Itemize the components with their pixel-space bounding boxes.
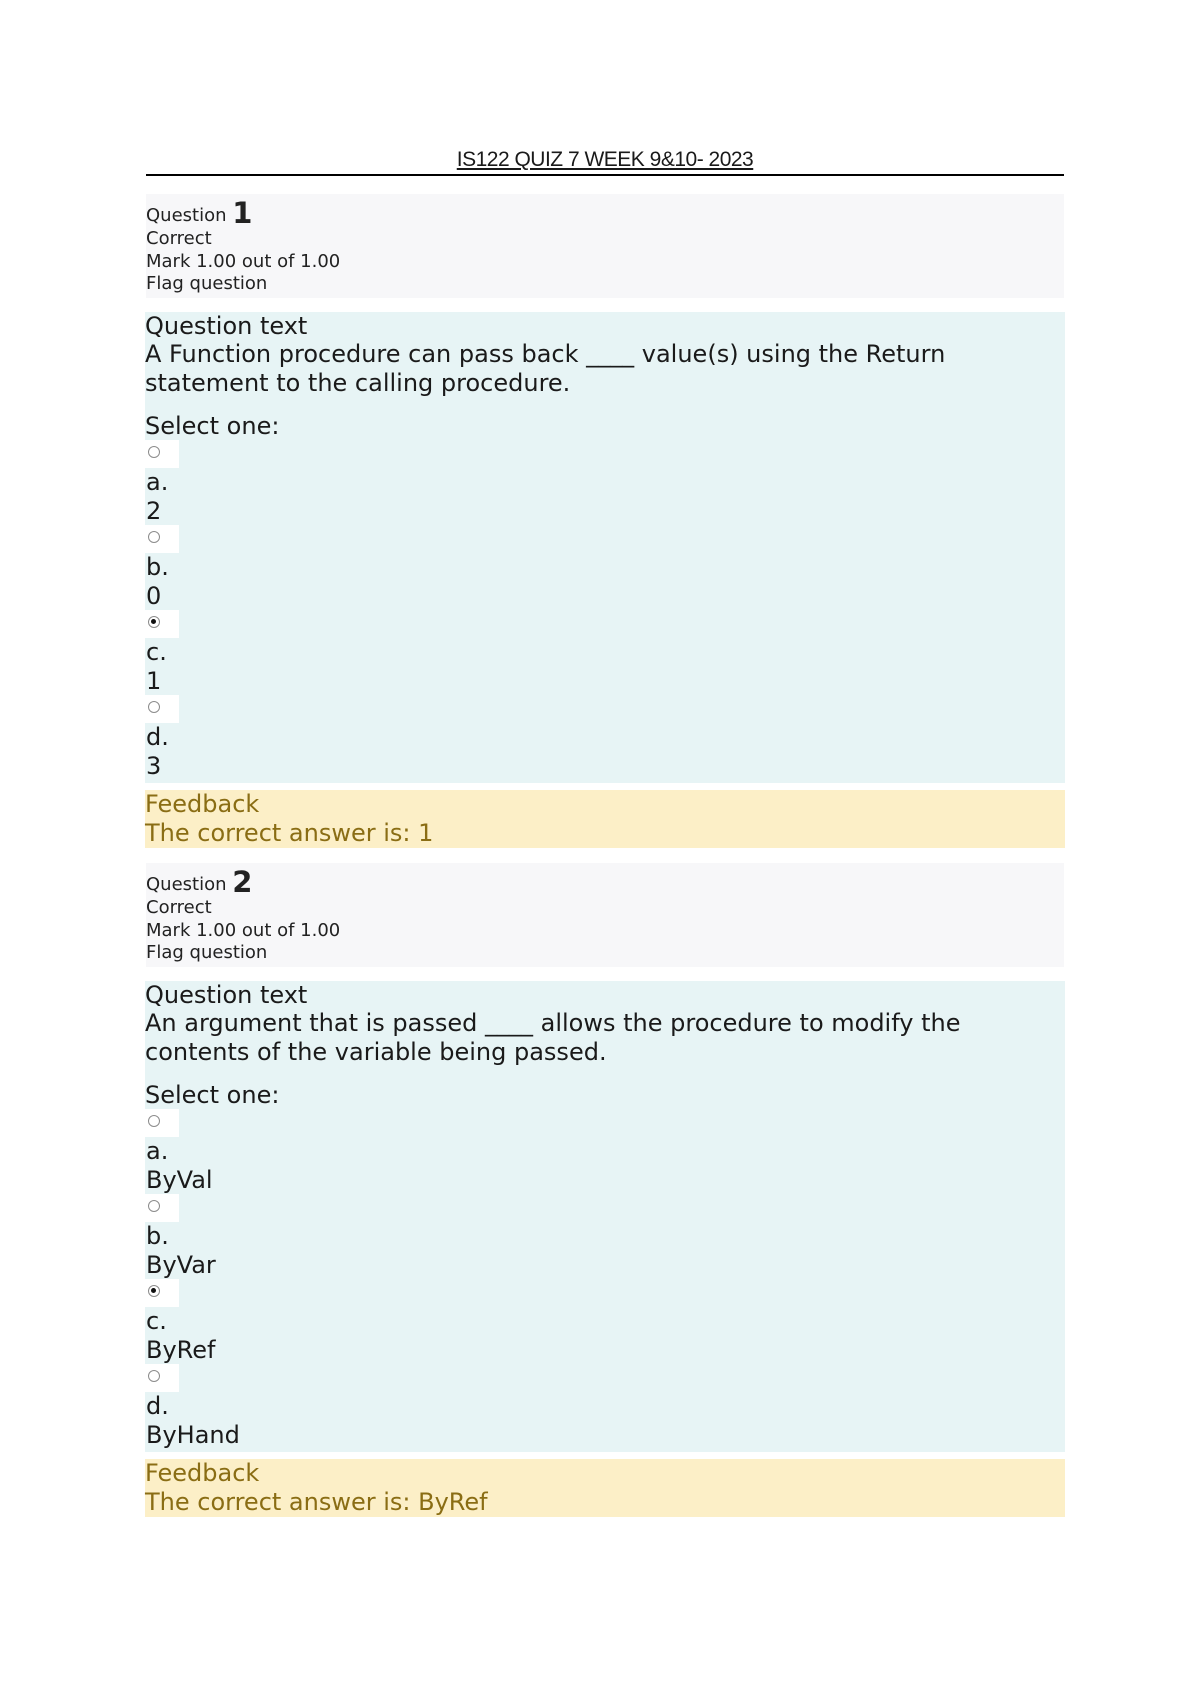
question-2-option-d-radio[interactable] — [145, 1364, 179, 1392]
question-2-option-a-text: ByVal — [146, 1165, 213, 1194]
question-1-content — [145, 312, 1065, 783]
question-1-option-d — [145, 695, 1065, 780]
question-1-option-a-text: 2 — [146, 496, 162, 525]
question-1-option-d-radio[interactable] — [145, 695, 179, 723]
question-2-number: 2 — [232, 865, 253, 899]
question-1-option-b-text: 0 — [146, 581, 162, 610]
radio-icon — [148, 446, 160, 458]
question-2-option-a-radio[interactable] — [145, 1109, 179, 1137]
question-2-content — [145, 981, 1065, 1452]
question-1-option-b-letter: b. — [146, 553, 169, 581]
question-1-option-b — [145, 525, 1065, 610]
question-1-feedback — [145, 790, 1065, 848]
question-2-feedback — [145, 1459, 1065, 1517]
radio-checked-icon — [148, 616, 160, 628]
question-1-option-a-radio[interactable] — [145, 440, 179, 468]
question-1-option-a — [145, 440, 1065, 525]
question-2-option-d-text: ByHand — [146, 1420, 240, 1449]
question-2-feedback-label: Feedback — [145, 1459, 260, 1487]
question-2-mark: Mark 1.00 out of 1.00 — [146, 919, 341, 941]
question-2-option-b — [145, 1194, 1065, 1279]
question-1-label: Question — [146, 205, 227, 226]
question-2-label: Question — [146, 874, 227, 895]
question-2-option-b-text: ByVar — [146, 1250, 216, 1279]
question-1-flag[interactable]: Flag question — [146, 273, 268, 294]
question-2-option-b-letter: b. — [146, 1222, 169, 1250]
question-2-option-d — [145, 1364, 1065, 1449]
question-2-feedback-text: The correct answer is: ByRef — [145, 1487, 488, 1516]
question-1-text: A Function procedure can pass back ____ value(s) using the Return statement to the calling procedure. — [145, 340, 946, 397]
question-1-option-d-letter: d. — [146, 723, 169, 751]
question-2-option-c-letter: c. — [146, 1307, 167, 1335]
question-2-option-c-text: ByRef — [146, 1335, 216, 1364]
question-2-option-c — [145, 1279, 1065, 1364]
question-2-state: Correct — [146, 897, 212, 918]
question-2-option-c-radio[interactable] — [145, 1279, 179, 1307]
question-1-option-c — [145, 610, 1065, 695]
radio-icon — [148, 1370, 160, 1382]
page-title-text: IS122 QUIZ 7 WEEK 9&10- 2023 — [456, 148, 754, 171]
question-1-heading — [146, 194, 1064, 228]
question-1-state: Correct — [146, 228, 212, 249]
question-1-feedback-text: The correct answer is: 1 — [145, 818, 434, 847]
question-2-heading — [146, 863, 1064, 897]
question-2-option-a — [145, 1109, 1065, 1194]
question-1-text-label: Question text — [145, 312, 308, 340]
radio-icon — [148, 531, 160, 543]
question-2-option-a-letter: a. — [146, 1137, 169, 1165]
question-2-option-d-letter: d. — [146, 1392, 169, 1420]
question-1-option-c-letter: c. — [146, 638, 167, 666]
question-2-option-b-radio[interactable] — [145, 1194, 179, 1222]
radio-checked-icon — [148, 1285, 160, 1297]
question-1-option-c-radio[interactable] — [145, 610, 179, 638]
question-2-prompt: Select one: — [145, 1081, 280, 1109]
question-2-flag[interactable]: Flag question — [146, 942, 268, 963]
question-1-option-b-radio[interactable] — [145, 525, 179, 553]
question-1-mark: Mark 1.00 out of 1.00 — [146, 250, 341, 272]
radio-icon — [148, 701, 160, 713]
question-1-option-a-letter: a. — [146, 468, 169, 496]
page-title — [146, 146, 1064, 176]
question-1-option-d-text: 3 — [146, 751, 162, 780]
question-1-feedback-label: Feedback — [145, 790, 260, 818]
radio-icon — [148, 1115, 160, 1127]
question-1-option-c-text: 1 — [146, 666, 162, 695]
question-1-number: 1 — [232, 196, 253, 230]
question-1-info — [146, 194, 1064, 298]
question-2-info — [146, 863, 1064, 967]
question-2-text-label: Question text — [145, 981, 308, 1009]
question-1-prompt: Select one: — [145, 412, 280, 440]
radio-icon — [148, 1200, 160, 1212]
question-2-text: An argument that is passed ____ allows the procedure to modify the contents of the variable being passed. — [145, 1009, 961, 1066]
